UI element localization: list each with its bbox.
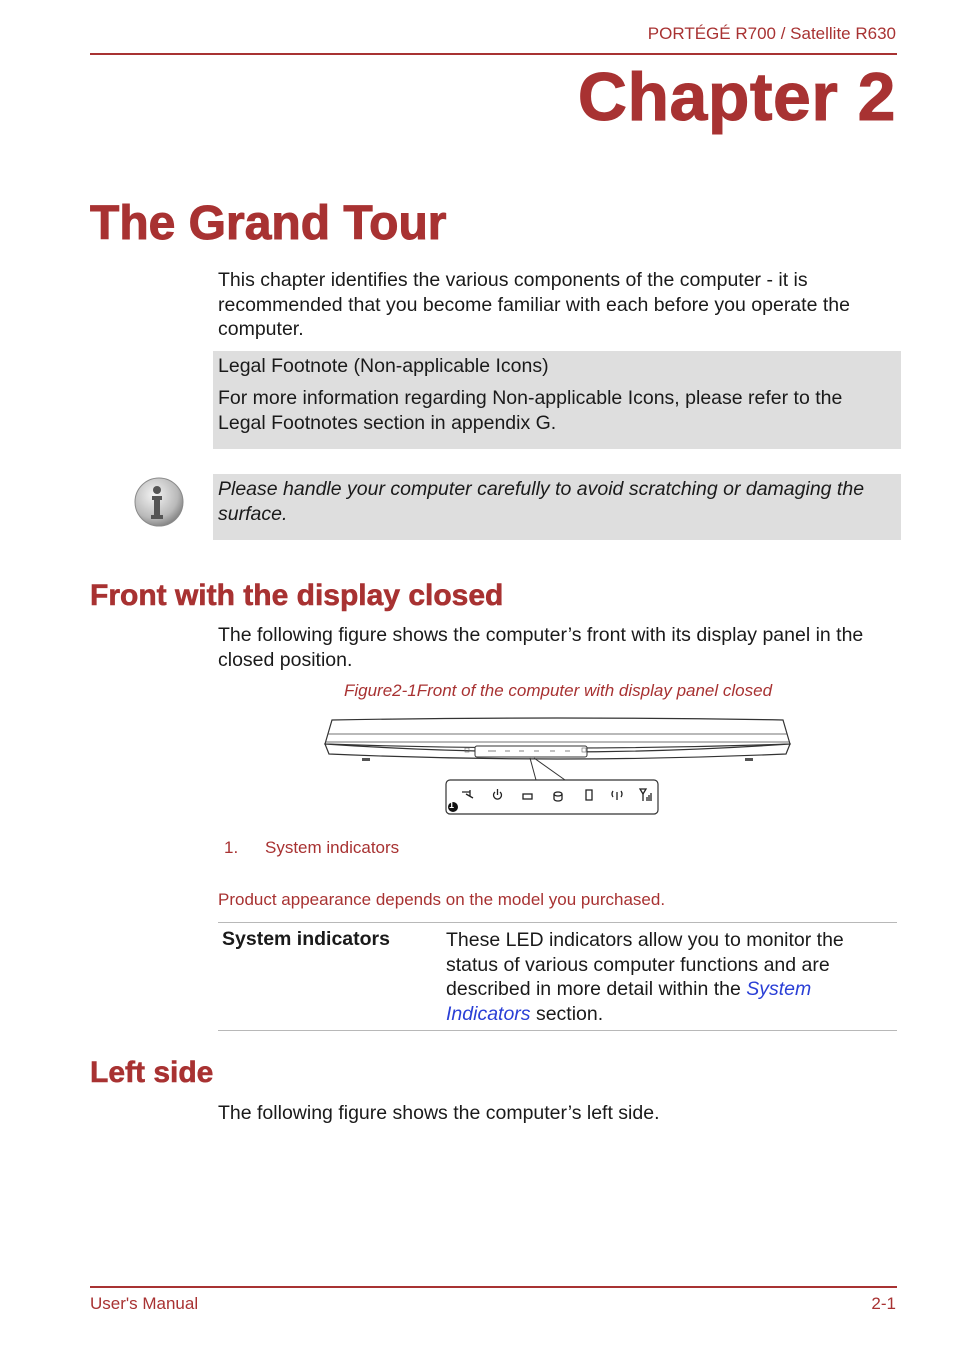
table-bottom-rule — [218, 1030, 897, 1031]
list-item-label: System indicators — [265, 838, 400, 857]
intro-paragraph: This chapter identifies the various components of the computer - it is recommended that you become familiar with each before you operate the computer. — [218, 269, 850, 340]
list-item-number: 1. — [224, 838, 239, 857]
table-desc-text: These LED indicators allow you to monitor the status of various computer functions and are described in more detail within the — [446, 929, 844, 1000]
info-note-box — [213, 474, 901, 540]
page-number: 2-1 — [871, 1294, 896, 1313]
section-heading-front: Front with the display closed — [90, 579, 504, 612]
chapter-label: Chapter 2 — [577, 59, 896, 135]
left-paragraph: The following figure shows the computer’s left side. — [218, 1102, 660, 1124]
info-icon — [133, 476, 185, 528]
table-term: System indicators — [222, 928, 390, 950]
footer-manual-label: User's Manual — [90, 1294, 199, 1313]
table-description — [446, 928, 876, 1026]
table-desc-text-end: section. — [530, 1002, 604, 1025]
appearance-note: Product appearance depends on the model you purchased. — [218, 890, 666, 909]
figure-laptop-front — [320, 714, 795, 818]
legal-footnote-body: For more information regarding Non-applicable Icons, please refer to the Legal Footnotes section in appendix G. — [218, 387, 843, 434]
header-rule — [90, 53, 897, 55]
legal-footnote-box — [213, 351, 901, 449]
page-title: The Grand Tour — [90, 197, 447, 250]
system-indicators-link[interactable]: System Indicators — [446, 978, 812, 1025]
table-top-rule — [218, 922, 897, 923]
running-header: PORTÉGÉ R700 / Satellite R630 — [647, 24, 896, 43]
legal-footnote-heading: Legal Footnote (Non-applicable Icons) — [218, 355, 549, 377]
callout-number: 1 — [449, 800, 455, 810]
figure-caption: Figure2-1Front of the computer with display panel closed — [343, 681, 773, 700]
footer-rule — [90, 1286, 897, 1288]
front-paragraph: The following figure shows the computer’s front with its display panel in the closed position. — [218, 624, 864, 671]
info-note-text: Please handle your computer carefully to avoid scratching or damaging the surface. — [218, 478, 865, 525]
section-heading-left: Left side — [90, 1056, 214, 1089]
